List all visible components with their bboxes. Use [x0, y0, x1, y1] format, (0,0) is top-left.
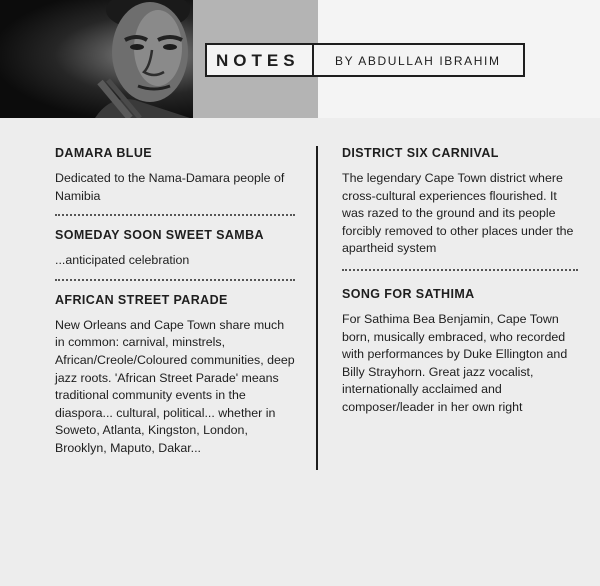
page-title: NOTES [216, 51, 300, 70]
note-african-street-parade [55, 293, 295, 458]
title-divider [312, 45, 314, 75]
note-song-for-sathima [342, 287, 578, 417]
notes-column-left [55, 146, 295, 458]
note-heading: DISTRICT SIX CARNIVAL [342, 146, 499, 160]
dotted-divider [55, 279, 295, 281]
dotted-divider [55, 214, 295, 216]
portrait-photo [0, 0, 193, 118]
title-box [205, 43, 525, 77]
note-body: For Sathima Bea Benjamin, Cape Town born, musically embraced, who recorded with performances by Duke Ellington and Billy Strayhorn. Great jazz vocalist, internationally acclaimed and composer/leader in her own right [342, 311, 568, 414]
byline: BY ABDULLAH IBRAHIM [335, 54, 501, 68]
note-district-six-carnival [342, 146, 578, 258]
note-heading: SONG FOR SATHIMA [342, 286, 475, 301]
note-heading: DAMARA BLUE [55, 146, 152, 160]
note-body: New Orleans and Cape Town share much in common: carnival, minstrels, African/Creole/Coloured communities, deep jazz roots. 'African Street Parade' means traditional community events in the diaspora... cultural, political... whether in Soweto, Atlanta, Kingston, London, Brooklyn, Maputo, Dakar... [55, 317, 295, 455]
column-divider [316, 146, 318, 470]
note-heading: SOMEDAY SOON SWEET SAMBA [55, 228, 264, 243]
note-body: ...anticipated celebration [55, 253, 190, 268]
dotted-divider [342, 269, 578, 271]
note-body: The legendary Cape Town district where cross-cultural experiences flourished. It was razed to the ground and its people forcibly removed to other places under the apartheid system [342, 171, 574, 256]
notes-column-right [342, 146, 578, 417]
note-heading: AFRICAN STREET PARADE [55, 292, 228, 307]
note-damara-blue [55, 146, 295, 205]
note-someday-soon-sweet-samba [55, 228, 295, 270]
note-body: Dedicated to the Nama-Damara people of Namibia [55, 171, 285, 203]
